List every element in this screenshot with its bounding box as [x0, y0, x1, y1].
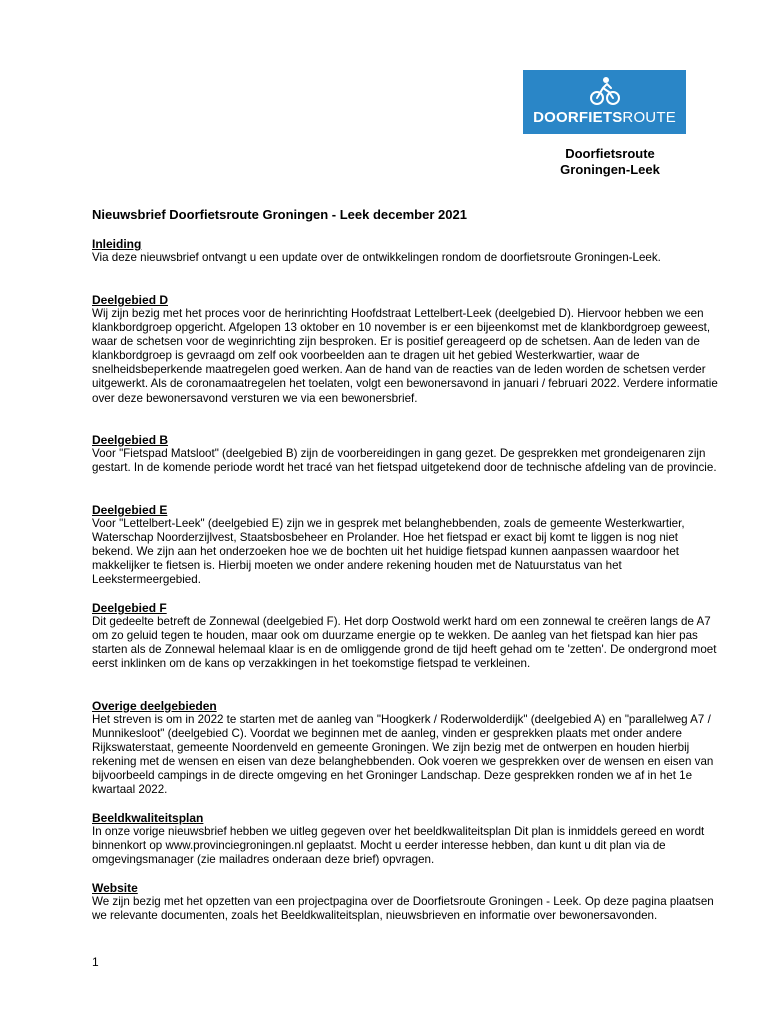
section-website	[92, 881, 720, 923]
org-header	[520, 146, 700, 178]
section-body: In onze vorige nieuwsbrief hebben we uitleg gegeven over het beeldkwaliteitsplan Dit plan is inmiddels gereed en wordt binnenkort op www.provinciegroningen.nl geplaatst. Mocht u eerder interesse hebben, dan kunt u dit plan via de omgevingsmanager (zie mailadres onderaan deze brief) opvragen.	[92, 825, 705, 867]
section-deelgebied-e	[92, 503, 720, 587]
cyclist-icon	[589, 76, 621, 106]
section-heading: Beeldkwaliteitsplan	[92, 811, 204, 825]
section-deelgebied-d	[92, 293, 720, 406]
section-body: Wij zijn bezig met het proces voor de herinrichting Hoofdstraat Lettelbert-Leek (deelgebied D). Hiervoor hebben we een klankbordgroep opgericht. Afgelopen 13 oktober en 10 november is er een bijeenkomst met de klankbordgroep geweest, waar de schetsen voor de weginrichting zijn besproken. Er is positief gereageerd op de schetsen. Aan de leden van de klankbordgroep is gevraagd om zelf ook voorbeelden aan te dragen uit het gebied Westerkwartier, waar de snelheidsbeperkende maatregelen goed werken. Aan de hand van de reacties van de leden worden de schetsen verder uitgewerkt. Als de coronamaatregelen het toelaten, volgt een bewonersavond in januari / februari 2022. Verdere informatie over deze bewonersavond versturen we via een bewonersbrief.	[92, 307, 718, 405]
section-heading: Website	[92, 881, 138, 895]
logo-brand-bold: DOORFIETS	[533, 109, 623, 126]
page-number: 1	[92, 955, 99, 969]
org-name: Doorfietsroute	[565, 146, 655, 161]
section-heading: Deelgebied B	[92, 433, 169, 447]
section-deelgebied-b	[92, 433, 720, 475]
section-inleiding	[92, 237, 720, 265]
section-heading: Deelgebied D	[92, 293, 169, 307]
section-body: Het streven is om in 2022 te starten met de aanleg van "Hoogkerk / Roderwolderdijk" (deelgebied A) en "parallelweg A7 / Munnikesloot" (deelgebied C). Voordat we beginnen met de aanleg, vinden er gesprekken plaats met onder andere Rijkswaterstaat, gemeente Noordenveld en gemeente Groningen. We zijn bezig met de ontwerpen en houden hierbij rekening met de wensen en eisen van deze belanghebbenden. Ook voeren we gesprekken over de wensen en eisen van bijvoorbeeld campings in de directe omgeving en het Groninger Landschap. Deze gesprekken ronden we af in het 1e kwartaal 2022.	[92, 713, 714, 797]
section-heading: Deelgebied F	[92, 601, 167, 615]
section-body: Dit gedeelte betreft de Zonnewal (deelgebied F). Het dorp Oostwold werkt hard om een zonnewal te creëren langs de A7 om zo geluid tegen te houden, maar ook om duurzame energie op te wekken. De aanleg van het fietspad kan hier pas starten als de Zonnewal helemaal klaar is en de omliggende grond de tijd heeft gehad om te 'zetten'. De ondergrond moet eerst inklinken om de kans op verzakkingen in het toekomstige fietspad te verkleinen.	[92, 615, 717, 671]
section-heading: Deelgebied E	[92, 503, 168, 517]
section-body: Voor "Lettelbert-Leek" (deelgebied E) zijn we in gesprek met belanghebbenden, zoals de gemeente Westerkwartier, Waterschap Noorderzijlvest, Staatsbosbeheer en Prolander. Hoe het fietspad er exact bij komt te liggen is nog niet bekend. We zijn aan het onderzoeken hoe we de bochten uit het huidige fietspad kunnen aanpassen waardoor het makkelijker te fietsen is. Hierbij moeten we onder andere rekening houden met de Natuurstatus van het Leekstermeergebied.	[92, 517, 685, 587]
section-beeldkwaliteitsplan	[92, 811, 720, 867]
org-route: Groningen-Leek	[560, 162, 660, 177]
newsletter-title: Nieuwsbrief Doorfietsroute Groningen - Leek december 2021	[92, 207, 467, 222]
section-heading: Inleiding	[92, 237, 142, 251]
section-body: Via deze nieuwsbrief ontvangt u een update over de ontwikkelingen rondom de doorfietsroute Groningen-Leek.	[92, 251, 661, 264]
logo-brand-light: ROUTE	[622, 109, 676, 126]
section-body: Voor "Fietspad Matsloot" (deelgebied B) zijn de voorbereidingen in gang gezet. De gesprekken met grondeigenaren zijn gestart. In de komende periode wordt het tracé van het fietspad uitgetekend door de technische afdeling van de provincie.	[92, 447, 717, 475]
doorfietsroute-logo	[523, 70, 686, 134]
section-deelgebied-f	[92, 601, 720, 671]
section-body: We zijn bezig met het opzetten van een projectpagina over de Doorfietsroute Groningen - Leek. Op deze pagina plaatsen we relevante documenten, zoals het Beeldkwaliteitsplan, nieuwsbrieven en informatie over bewonersavonden.	[92, 895, 714, 923]
section-overige-deelgebieden	[92, 699, 720, 798]
section-heading: Overige deelgebieden	[92, 699, 217, 713]
